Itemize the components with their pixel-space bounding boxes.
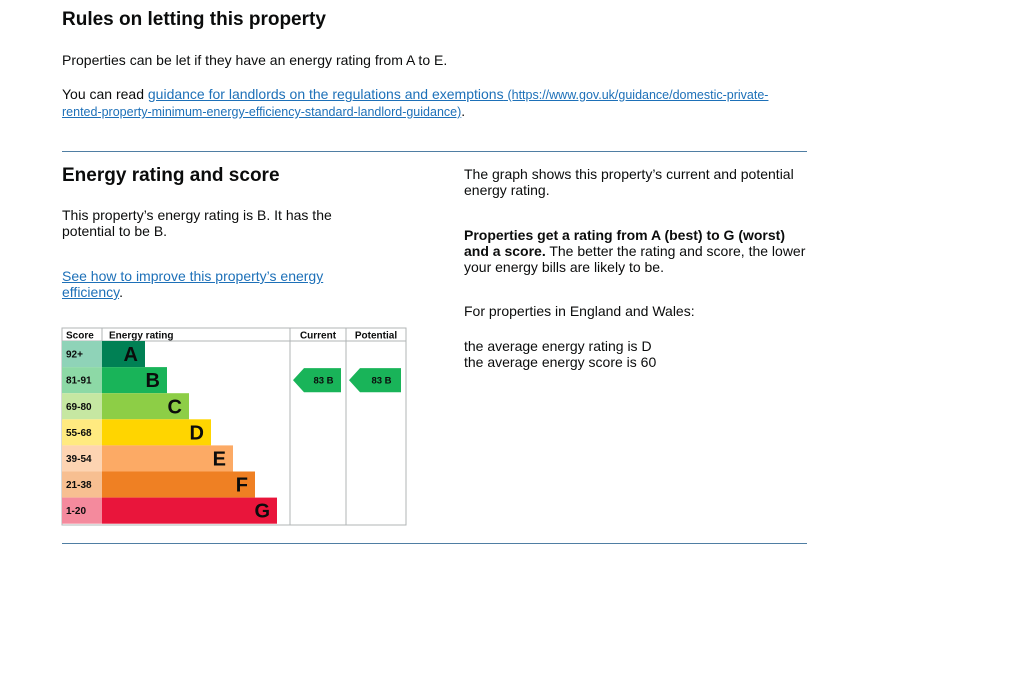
- averages: [464, 338, 809, 370]
- rules-heading: Rules on letting this property: [62, 9, 326, 30]
- energy-rating-chart: [61, 327, 407, 526]
- rating-bar-g: [102, 498, 277, 524]
- rating-letter-a: A: [123, 344, 138, 367]
- header-current: Current: [299, 330, 337, 342]
- section-divider-top: [62, 151, 807, 152]
- score-label-b: 81-91: [66, 375, 92, 387]
- rating-letter-c: C: [167, 396, 182, 419]
- rules-intro: Properties can be let if they have an energy rating from A to E.: [62, 52, 448, 68]
- rating-letter-g: G: [254, 500, 270, 523]
- energy-heading: Energy rating and score: [62, 165, 280, 186]
- score-label-g: 1-20: [66, 506, 87, 518]
- energy-summary: This property’s energy rating is B. It has the potential to be B.: [62, 207, 332, 239]
- read-prefix: You can read: [62, 86, 148, 102]
- header-energy-rating: Energy rating: [109, 330, 174, 342]
- average-score: the average energy score is 60: [464, 354, 657, 370]
- section-divider-bottom: [62, 543, 807, 544]
- score-label-d: 55-68: [66, 427, 92, 439]
- region-text: For properties in England and Wales:: [464, 303, 695, 319]
- rating-explanation: [464, 227, 809, 275]
- average-rating: the average energy rating is D: [464, 338, 652, 354]
- rating-letter-b: B: [145, 370, 160, 393]
- rating-bold: Properties get a rating from A (best) to G (worst) and a score.: [464, 227, 785, 259]
- guidance-link-text: guidance for landlords on the regulations and exemptions: [147, 86, 504, 102]
- rating-rest: The better the rating and score, the lower your energy bills are likely to be.: [464, 243, 806, 275]
- score-label-a: 92+: [66, 349, 83, 361]
- rating-letter-f: F: [235, 474, 248, 497]
- read-suffix: .: [461, 103, 466, 119]
- improve-paragraph: [62, 268, 362, 300]
- guidance-paragraph: [62, 86, 782, 120]
- graph-explanation: The graph shows this property’s current and potential energy rating.: [464, 166, 794, 198]
- rating-letter-e: E: [212, 448, 226, 471]
- header-score: Score: [66, 330, 94, 342]
- header-potential: Potential: [354, 330, 398, 342]
- guidance-link[interactable]: [62, 86, 768, 119]
- potential-marker-label: 83 B: [371, 375, 392, 387]
- improve-link[interactable]: See how to improve this property’s energy efficiency: [62, 268, 324, 300]
- score-label-e: 39-54: [66, 453, 92, 465]
- rating-letter-d: D: [189, 422, 204, 445]
- score-label-f: 21-38: [66, 480, 92, 492]
- score-label-c: 69-80: [66, 401, 92, 413]
- rating-bar-f: [102, 472, 255, 498]
- current-marker-label: 83 B: [313, 375, 334, 387]
- guidance-url: (https://www.gov.uk/guidance/domestic-private-rented-property-minimum-energy-efficiency-standard-landlord-guidance): [62, 88, 769, 119]
- improve-suffix: .: [119, 284, 123, 300]
